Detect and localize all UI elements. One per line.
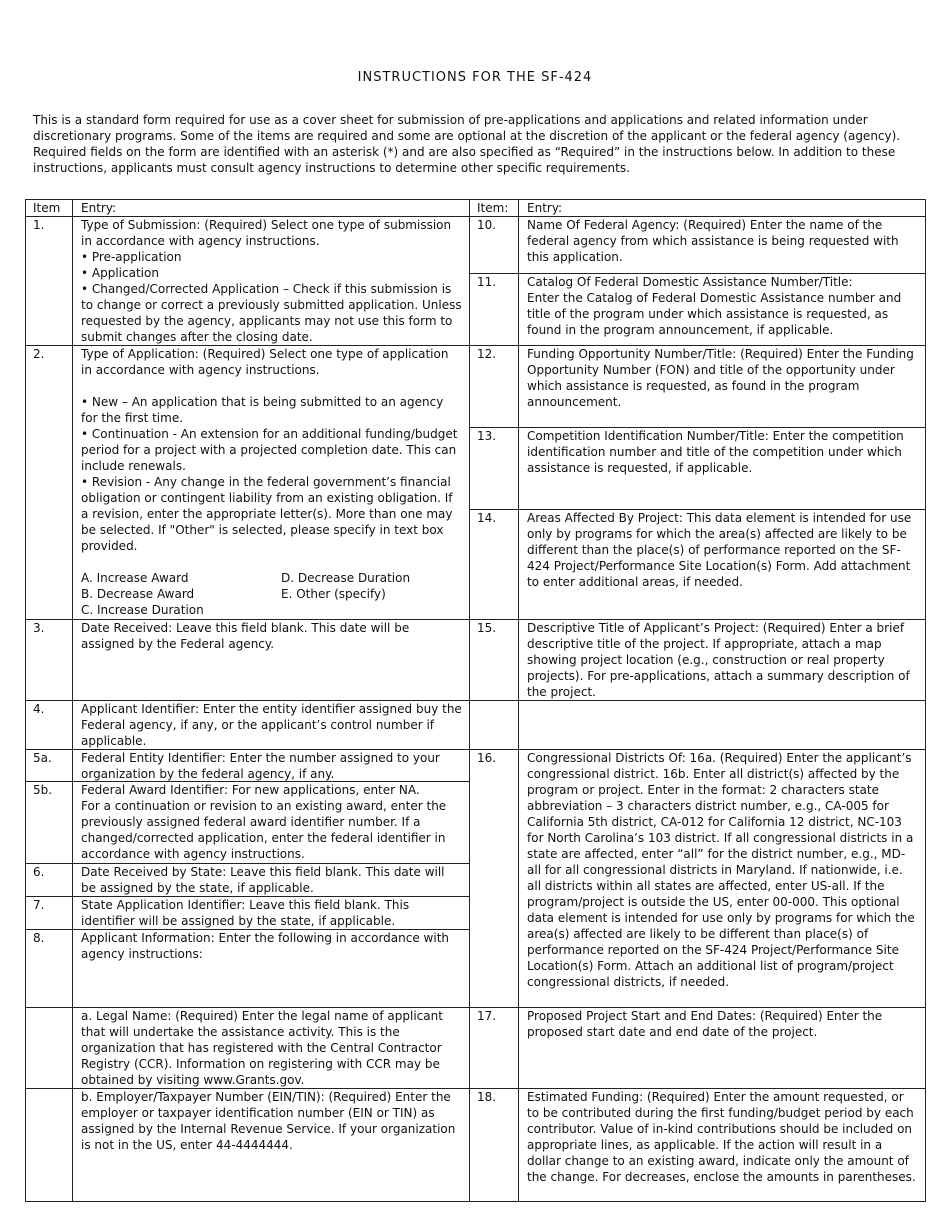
option-row	[81, 570, 463, 586]
entry-text: • Revision - Any change in the federal government’s financial obligation or contingent liability from an existing obligation. If a revision, enter the appropriate letter(s). More than one may be selected. If "Other" is selected, please specify in text box provided.	[81, 475, 453, 553]
item-number: 14.	[477, 511, 497, 525]
item-entry	[519, 274, 925, 345]
item-entry	[519, 701, 925, 749]
item-number: 3.	[33, 621, 45, 635]
entry-text: Congressional Districts Of: 16a. (Required) Enter the applicant’s congressional district. 16b. Enter all district(s) affected by the program or project. Enter in the format: 2 characters state abbreviation – 3 characters district number, e.g., CA-005 for California 5th district, CA-012 for California 12 district, NC-103 for North Carolina’s 103 district. If all congressional districts in a state are affected, enter “all” for the district number, e.g., MD-all for all congressional districts in Maryland. If nationwide, i.e. all districts within all states are affected, enter US-all. If the program/project is outside the US, enter 00-000. This optional data element is intended for use only by programs for which the area(s) affected are likely to be different than place(s) of performance reported on the SF-424 Project/Performance Site Location(s) Form. Attach an additional list of program/project congressional districts, if needed.	[527, 751, 915, 989]
entry-text: Catalog Of Federal Domestic Assistance Number/Title:	[527, 275, 853, 289]
item-entry	[519, 620, 925, 700]
table-rule	[25, 1201, 470, 1202]
entry-text: Federal Entity Identifier: Enter the number assigned to your organization by the federal agency, if any.	[81, 751, 440, 781]
entry-text: • Pre-application	[81, 250, 182, 264]
entry-text: Enter the Catalog of Federal Domestic Assistance number and title of the program under which assistance is requested, as found in the program announcement, if applicable.	[527, 291, 902, 337]
entry-text	[81, 378, 463, 394]
item-entry	[73, 701, 469, 749]
document-title: INSTRUCTIONS FOR THE SF-424	[357, 70, 593, 85]
option-row	[81, 586, 463, 602]
item-entry	[73, 1089, 469, 1201]
entry-text: Date Received: Leave this field blank. This date will be assigned by the Federal agency.	[81, 621, 410, 651]
item-entry	[519, 217, 925, 273]
header-item: Item	[33, 201, 61, 215]
item-entry	[73, 620, 469, 700]
item-number: 2.	[33, 347, 45, 361]
item-entry	[519, 428, 925, 509]
entry-text	[81, 554, 463, 570]
entry-text: Descriptive Title of Applicant’s Project: (Required) Enter a brief descriptive title of the project. If appropriate, attach a map showing project location (e.g., construction or real property projects). For pre-applications, attach a summary description of the project.	[527, 621, 910, 699]
item-number: 6.	[33, 865, 45, 879]
item-number: 12.	[477, 347, 497, 361]
header-entry: Entry:	[527, 201, 563, 215]
header-item: Item:	[477, 201, 509, 215]
item-entry	[73, 346, 469, 619]
entry-text: • Changed/Corrected Application – Check if this submission is to change or correct a previously submitted application. Unless requested by the agency, applicants may not use this form to submit changes after the closing date.	[81, 282, 462, 344]
item-number	[470, 701, 518, 749]
item-number: 4.	[33, 702, 45, 716]
item-entry	[519, 510, 925, 619]
item-number: 1.	[33, 218, 45, 232]
entry-text: Federal Award Identifier: For new applications, enter NA.	[81, 783, 420, 797]
entry-text: Type of Submission: (Required) Select one type of submission in accordance with agency instructions.	[81, 218, 452, 248]
option-label: B. Decrease Award	[81, 587, 195, 601]
item-entry	[519, 1008, 925, 1088]
item-number: 15.	[477, 621, 497, 635]
item-number: 10.	[477, 218, 497, 232]
entry-text: Funding Opportunity Number/Title: (Required) Enter the Funding Opportunity Number (FON) and title of the opportunity under which assistance is requested, as found in the program announcement.	[527, 347, 914, 409]
entry-text: b. Employer/Taxpayer Number (EIN/TIN): (Required) Enter the employer or taxpayer identification number (EIN or TIN) as assigned by the Internal Revenue Service. If your organization is not in the US, enter 44-4444444.	[81, 1090, 456, 1152]
item-number: 5a.	[33, 751, 52, 765]
entry-text: Applicant Identifier: Enter the entity identifier assigned buy the Federal agency, if any, or the applicant’s control number if applicable.	[81, 702, 462, 748]
entry-text: Proposed Project Start and End Dates: (Required) Enter the proposed start date and end date of the project.	[527, 1009, 883, 1039]
item-entry	[73, 750, 469, 781]
entry-text: Competition Identification Number/Title: Enter the competition identification number and title of the competition under which assistance is requested, if applicable.	[527, 429, 904, 475]
item-number: 5b.	[33, 783, 53, 797]
item-number	[26, 1089, 72, 1201]
item-entry	[73, 930, 469, 1007]
entry-text: State Application Identifier: Leave this field blank. This identifier will be assigned by the state, if applicable.	[81, 898, 410, 928]
entry-text: Name Of Federal Agency: (Required) Enter the name of the federal agency from which assistance is being requested with this application.	[527, 218, 899, 264]
option-label: C. Increase Duration	[81, 603, 204, 617]
entry-text: Type of Application: (Required) Select one type of application in accordance with agency instructions.	[81, 347, 449, 377]
entry-text: For a continuation or revision to an existing award, enter the previously assigned federal award identifier number. If a changed/corrected application, enter the federal identifier in accordance with agency instructions.	[81, 799, 447, 861]
option-row	[81, 602, 463, 618]
item-number: 17.	[477, 1009, 497, 1023]
entry-text: Applicant Information: Enter the following in accordance with agency instructions:	[81, 931, 449, 961]
option-label: A. Increase Award	[81, 571, 189, 585]
item-number: 16.	[477, 751, 497, 765]
item-number	[26, 1008, 72, 1088]
item-number: 13.	[477, 429, 497, 443]
item-entry	[73, 864, 469, 896]
item-entry	[519, 346, 925, 427]
item-entry	[73, 782, 469, 863]
entry-text: a. Legal Name: (Required) Enter the legal name of applicant that will undertake the assistance activity. This is the organization that has registered with the Central Contractor Registry (CCR). Information on registering with CCR may be obtained by visiting www.Grants.gov.	[81, 1009, 443, 1087]
item-entry	[519, 750, 925, 1007]
option-label: E. Other (specify)	[281, 587, 386, 601]
entry-text: Date Received by State: Leave this field blank. This date will be assigned by the state, if applicable.	[81, 865, 445, 895]
option-label: D. Decrease Duration	[281, 571, 411, 585]
item-entry	[519, 1089, 925, 1201]
table-rule	[469, 1201, 926, 1202]
item-number: 18.	[477, 1090, 497, 1104]
item-entry	[73, 1008, 469, 1088]
entry-text: Areas Affected By Project: This data element is intended for use only by programs for which the area(s) affected are likely to be different than the place(s) of performance reported on the SF-424 Project/Performance Site Location(s) Form. Add attachment to enter additional areas, if needed.	[527, 511, 912, 589]
entry-text: • New – An application that is being submitted to an agency for the first time.	[81, 395, 444, 425]
entry-text: Estimated Funding: (Required) Enter the amount requested, or to be contributed during the first funding/budget period by each contributor. Value of in-kind contributions should be included on appropriate lines, as applicable. If the action will result in a dollar change to an existing award, indicate only the amount of the change. For decreases, enclose the amounts in parentheses.	[527, 1090, 916, 1184]
intro-paragraph: This is a standard form required for use as a cover sheet for submission of pre-applications and applications and related information under discretionary programs. Some of the items are required and some are optional at the discretion of the applicant or the federal agency (agency). Required fields on the form are identified with an asterisk (*) and are also specified as “Required” in the instructions below. In addition to these instructions, applicants must consult agency instructions to determine other specific requirements.	[33, 113, 901, 175]
header-entry: Entry:	[81, 201, 117, 215]
item-entry	[73, 897, 469, 929]
item-entry	[73, 217, 469, 345]
entry-text: • Application	[81, 266, 159, 280]
item-number: 11.	[477, 275, 497, 289]
item-number: 8.	[33, 931, 45, 945]
entry-text: • Continuation - An extension for an additional funding/budget period for a project with a projected completion date. This can include renewals.	[81, 427, 458, 473]
item-number: 7.	[33, 898, 45, 912]
